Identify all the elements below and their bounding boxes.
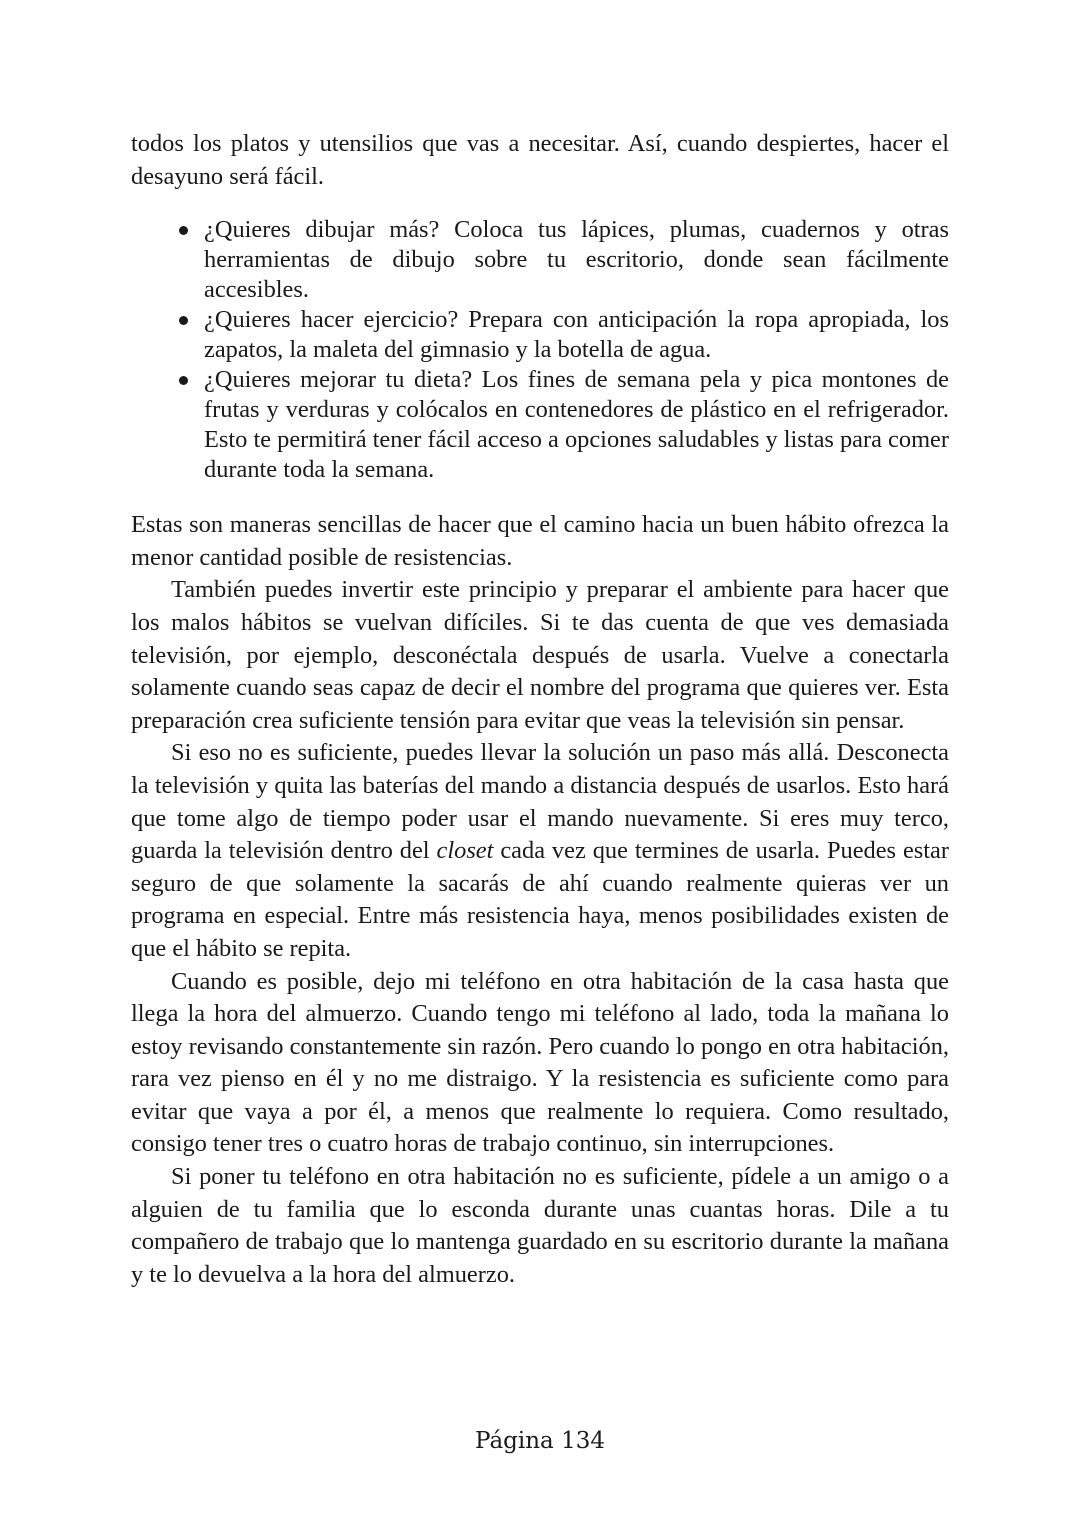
bullet-icon — [179, 376, 188, 385]
page-number: Página 134 — [475, 1428, 605, 1454]
page-body — [131, 128, 949, 1291]
bullet-icon — [179, 316, 188, 325]
bullet-icon — [179, 226, 188, 235]
bullet-item — [204, 215, 949, 305]
bullet-item — [204, 305, 949, 365]
intro-paragraph: todos los platos y utensilios que vas a necesitar. Así, cuando despiertes, hacer el desayuno será fácil. — [131, 130, 949, 190]
paragraph: También puedes invertir este principio y preparar el ambiente para hacer que los malos hábitos se vuelvan difíciles. Si te das cuenta de que ves demasiada televisión, por ejemplo, desconéctala después de usarla. Vuelve a conectarla solamente cuando seas capaz de decir el nombre del programa que quieres ver. Esta preparación crea suficiente tensión para evitar que veas la televisión sin pensar. — [131, 576, 949, 734]
bullet-text: ¿Quieres hacer ejercicio? Prepara con anticipación la ropa apropiada, los zapatos, la maleta del gimnasio y la botella de agua. — [204, 306, 949, 364]
paragraph: Cuando es posible, dejo mi teléfono en otra habitación de la casa hasta que llega la hora del almuerzo. Cuando tengo mi teléfono al lado, toda la mañana lo estoy revisando constantemente sin razón. Pero cuando lo pongo en otra habitación, rara vez pienso en él y no me distraigo. Y la resistencia es suficiente como para evitar que vaya a por él, a menos que realmente lo requiera. Como resultado, consigo tener tres o cuatro horas de trabajo continuo, sin interrupciones. — [131, 967, 949, 1158]
bullet-item — [204, 365, 949, 485]
text-run: cada vez que termines de usarla. Puedes estar seguro de que solamente la sacarás de ahí cuando realmente quieras ver un programa en especial. Entre más resistencia haya, menos posibilidades existen de que el hábito se repita. — [131, 837, 949, 962]
paragraph-closet — [131, 737, 949, 965]
paragraph: Estas son maneras sencillas de hacer que el camino hacia un buen hábito ofrezca la menor cantidad posible de resistencias. — [131, 511, 949, 571]
text-run: Si eso no es suficiente, puedes llevar la solución un paso más allá. Desconecta la televisión y quita las baterías del mando a distancia después de usarlos. Esto hará que tome algo de tiempo poder usar el mando nuevamente. Si eres muy terco, guarda la televisión dentro del — [131, 739, 949, 865]
bullet-text: ¿Quieres mejorar tu dieta? Los fines de semana pela y pica montones de frutas y verduras y colócalos en contenedores de plástico en el refrigerador. Esto te permitirá tener fácil acceso a opciones saludables y listas para comer durante toda la semana. — [204, 366, 949, 484]
bullet-text: ¿Quieres dibujar más? Coloca tus lápices, plumas, cuadernos y otras herramientas de dibujo sobre tu escritorio, donde sean fácilmente accesibles. — [204, 216, 949, 304]
paragraph: Si poner tu teléfono en otra habitación no es suficiente, pídele a un amigo o a alguien de tu familia que lo esconda durante unas cuantas horas. Dile a tu compañero de trabajo que lo mantenga guardado en su escritorio durante la mañana y te lo devuelva a la hora del almuerzo. — [131, 1163, 949, 1288]
bullet-list — [131, 215, 949, 485]
italic-term: closet — [436, 837, 494, 865]
